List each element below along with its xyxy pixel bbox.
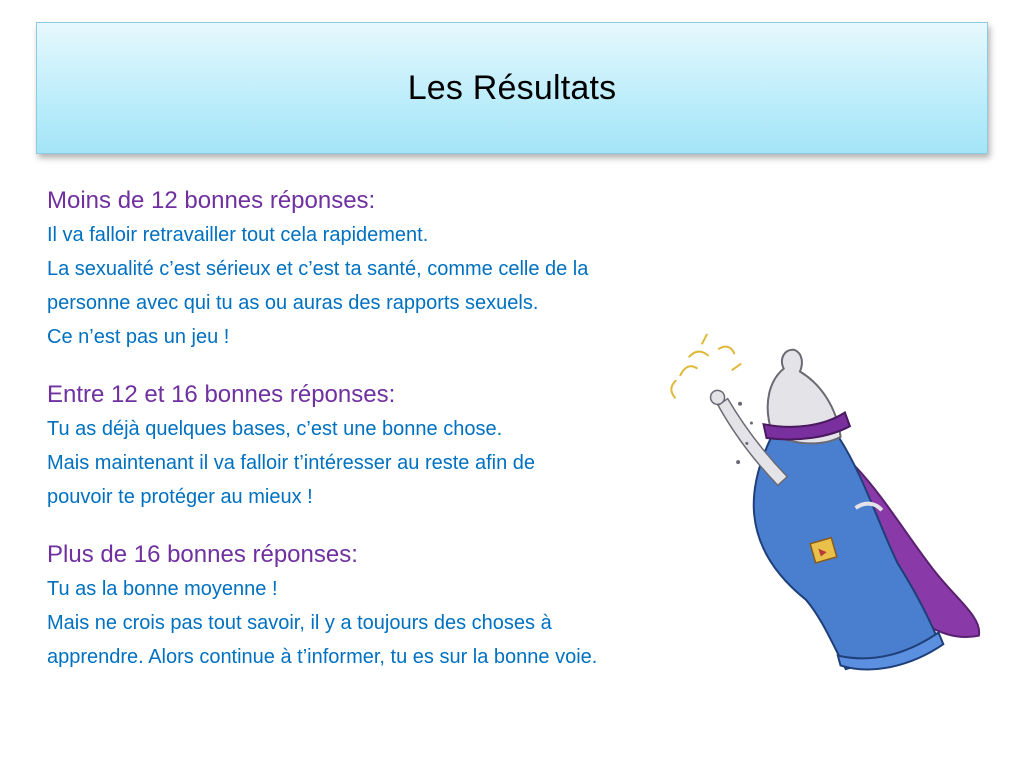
section-line: Il va falloir retravailler tout cela rapidement. (47, 224, 429, 246)
section-heading: Plus de 16 bonnes réponses: (47, 541, 358, 568)
section-line: Tu as déjà quelques bases, c’est une bonne chose. (47, 418, 503, 440)
slide-title: Les Résultats (407, 68, 617, 107)
superhero-condom-mascot-icon (614, 265, 1024, 708)
section-heading: Moins de 12 bonnes réponses: (47, 187, 376, 214)
title-banner (36, 22, 988, 154)
section-heading: Entre 12 et 16 bonnes réponses: (47, 381, 396, 408)
section-line: pouvoir te protéger au mieux ! (47, 486, 313, 508)
superhero-condom-illustration (614, 265, 1024, 708)
section-line: Mais maintenant il va falloir t’intéresser au reste afin de (47, 452, 536, 474)
section-line: Mais ne crois pas tout savoir, il y a toujours des choses à (47, 612, 552, 634)
section-line: Ce n’est pas un jeu ! (47, 326, 230, 348)
section-line: La sexualité c’est sérieux et c’est ta santé, comme celle de la (47, 258, 589, 280)
section-line: Tu as la bonne moyenne ! (47, 578, 278, 600)
section-line: apprendre. Alors continue à t’informer, tu es sur la bonne voie. (47, 646, 598, 668)
section-line: personne avec qui tu as ou auras des rapports sexuels. (47, 292, 539, 314)
